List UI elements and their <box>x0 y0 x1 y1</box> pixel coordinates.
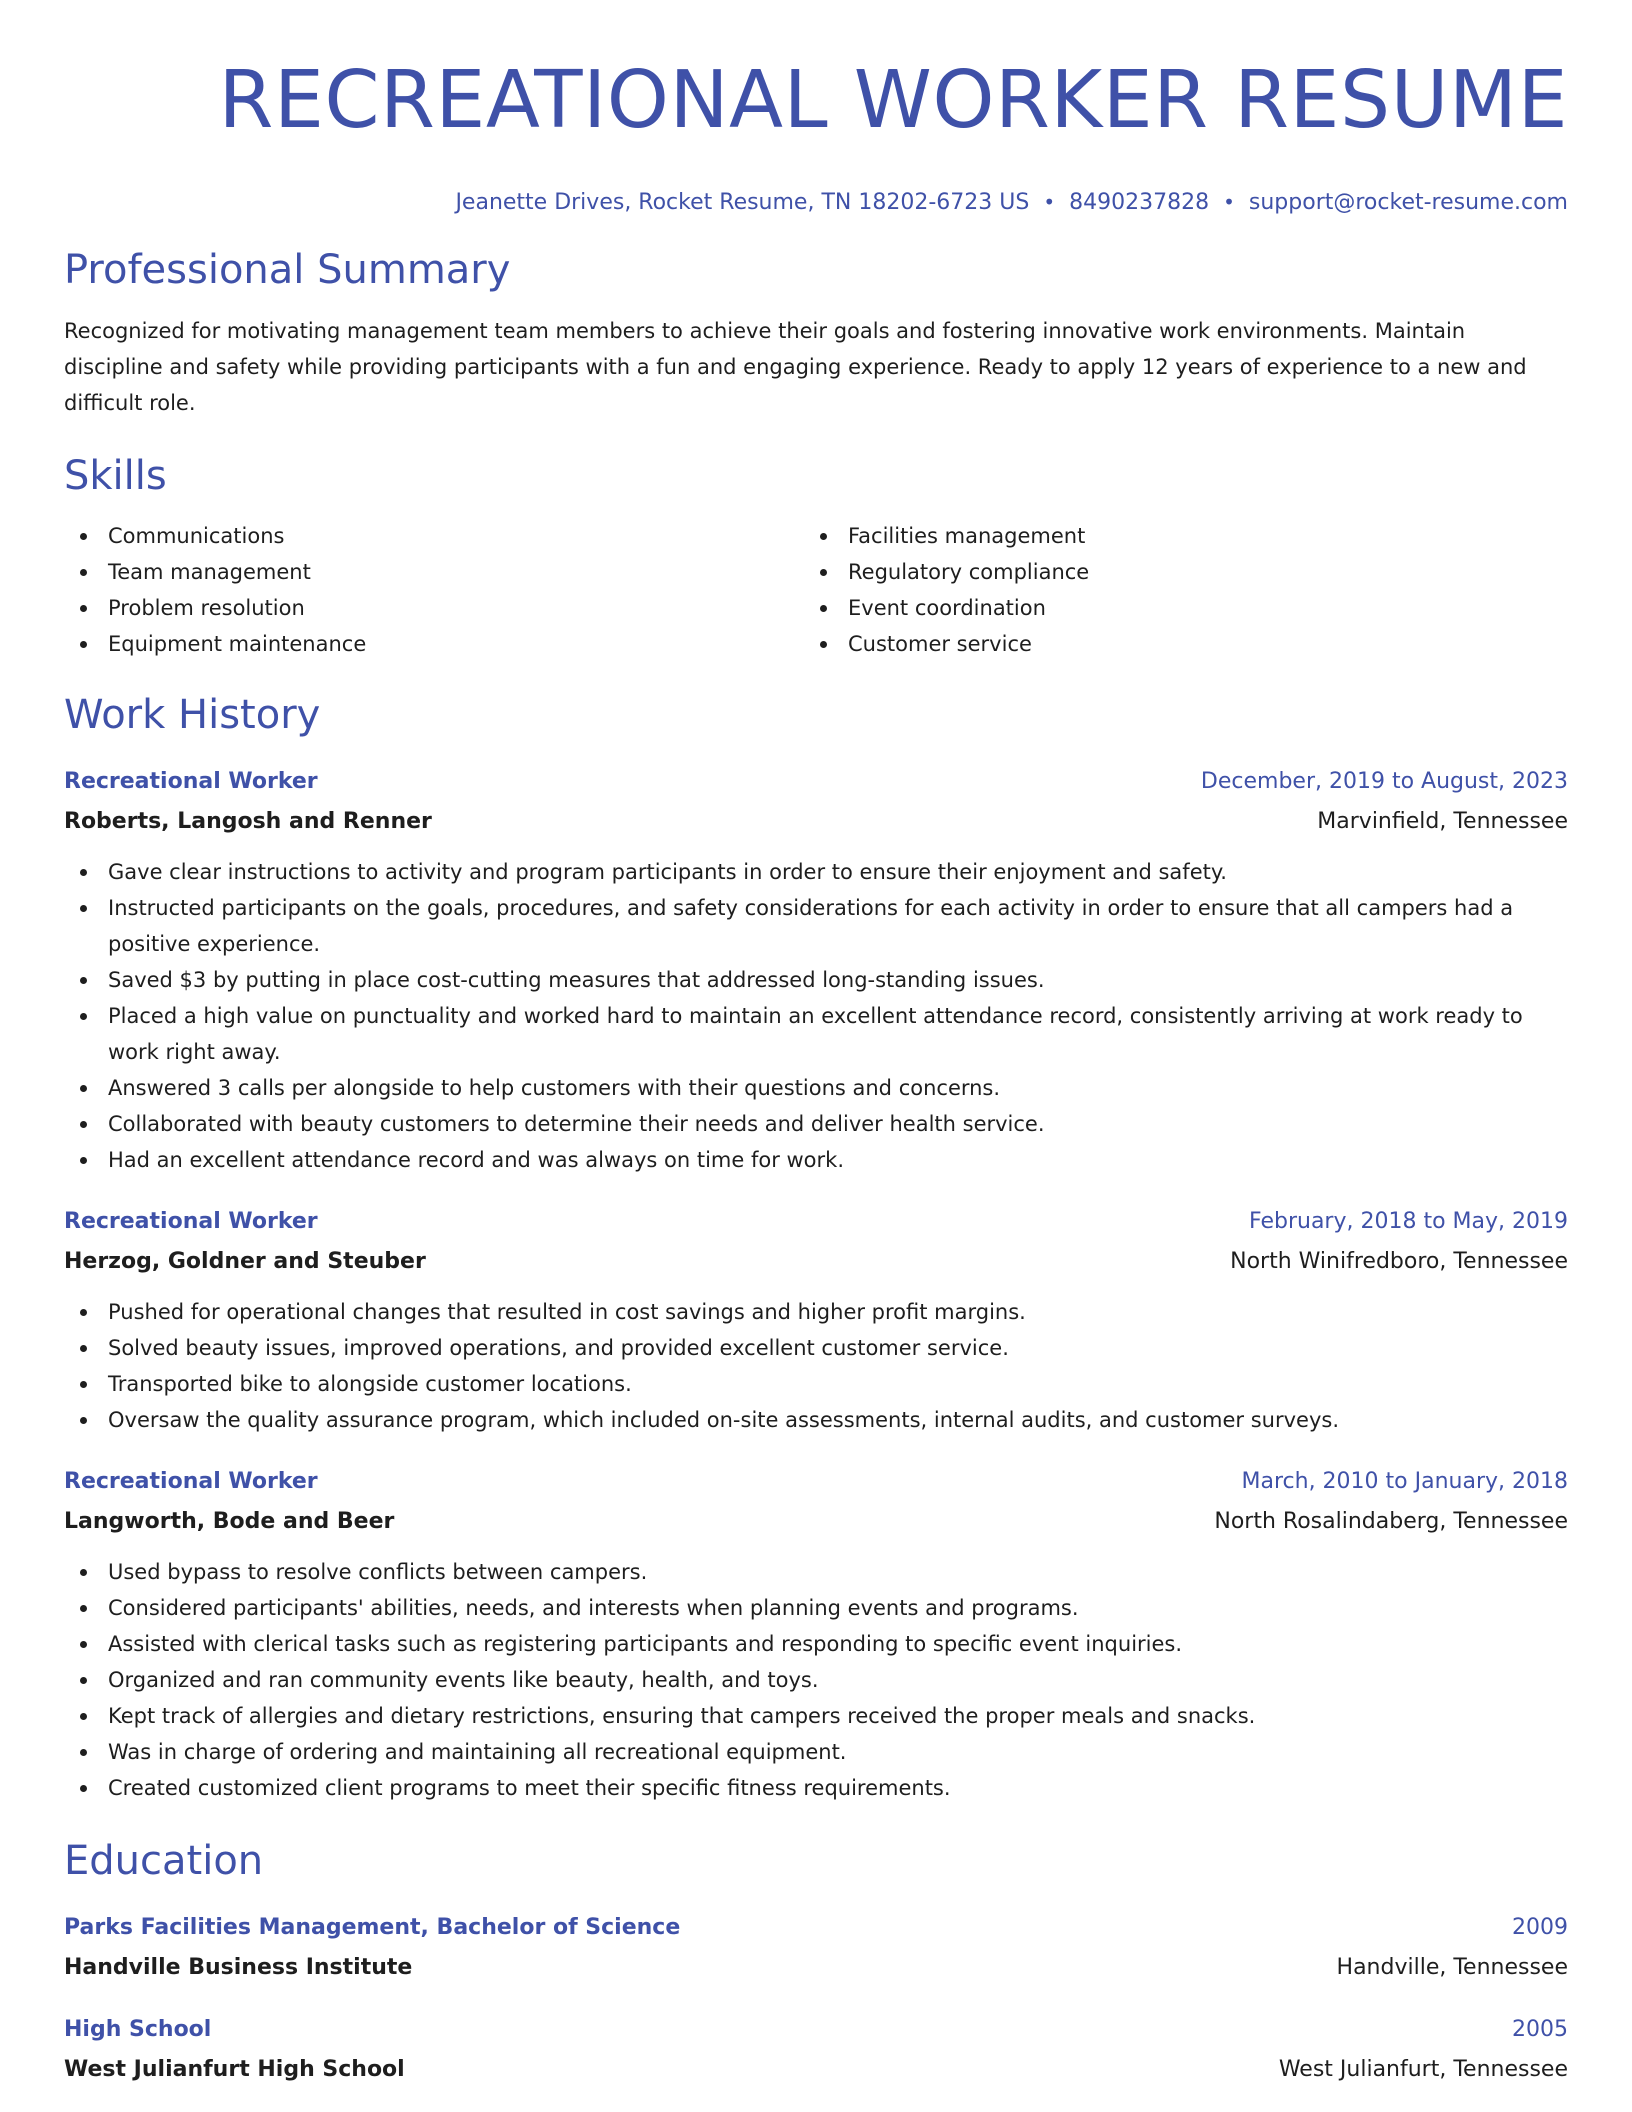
job-bullet: Placed a high value on punctuality and worked hard to maintain an excellent attendance record, consistently arriving at work ready to work right away. <box>64 998 1568 1070</box>
summary-text: Recognized for motivating management team members to achieve their goals and fostering innovative work environments. Maintain discipline and safety while providing participants with a fun and engaging experience. Ready to apply 12 years of experience to a new and difficult role. <box>64 319 1527 415</box>
contact-separator: • <box>1223 190 1235 214</box>
job-bullet: Answered 3 calls per alongside to help customers with their questions and concerns. <box>64 1070 1568 1106</box>
job-entry <box>64 1464 1568 1806</box>
job-bullet: Instructed participants on the goals, procedures, and safety considerations for each activity in order to ensure that all campers had a positive experience. <box>64 890 1568 962</box>
skill-item: Event coordination <box>804 590 1544 626</box>
contact-line <box>64 190 1568 215</box>
job-location: North Winifredboro, Tennessee <box>1230 1249 1568 1274</box>
job-bullet: Gave clear instructions to activity and program participants in order to ensure their enjoyment and safety. <box>64 854 1568 890</box>
skill-item: Team management <box>64 554 804 590</box>
job-bullet: Had an excellent attendance record and was always on time for work. <box>64 1142 1568 1178</box>
job-header-row <box>64 764 1568 800</box>
job-bullet: Kept track of allergies and dietary restrictions, ensuring that campers received the proper meals and snacks. <box>64 1698 1568 1734</box>
education-entry <box>64 1910 1568 1986</box>
contact-separator: • <box>1043 190 1056 214</box>
education-school-row <box>64 1946 1568 1986</box>
job-bullet: Transported bike to alongside customer locations. <box>64 1366 1568 1402</box>
job-bullet: Considered participants' abilities, needs, and interests when planning events and programs. <box>64 1590 1568 1626</box>
job-bullet: Pushed for operational changes that resulted in cost savings and higher profit margins. <box>64 1294 1568 1330</box>
job-location: Marvinfield, Tennessee <box>1317 809 1568 834</box>
job-bullet: Assisted with clerical tasks such as registering participants and responding to specific event inquiries. <box>64 1626 1568 1662</box>
contact-address: Jeanette Drives, Rocket Resume, TN 18202-6723 US <box>455 190 1030 215</box>
skills-column-right <box>804 518 1544 662</box>
job-bullet: Was in charge of ordering and maintaining all recreational equipment. <box>64 1734 1568 1770</box>
job-dates: December, 2019 to August, 2023 <box>1200 769 1568 794</box>
job-bullet: Organized and ran community events like beauty, health, and toys. <box>64 1662 1568 1698</box>
job-title: Recreational Worker <box>64 1469 318 1494</box>
job-bullet: Saved $3 by putting in place cost-cutting measures that addressed long-standing issues. <box>64 962 1568 998</box>
job-dates: March, 2010 to January, 2018 <box>1241 1469 1568 1494</box>
job-bullets <box>64 1554 1568 1806</box>
job-title: Recreational Worker <box>64 769 318 794</box>
education-location: Handville, Tennessee <box>1336 1955 1568 1980</box>
skill-item: Regulatory compliance <box>804 554 1544 590</box>
skills-column-left <box>64 518 804 662</box>
education-school-row <box>64 2048 1568 2088</box>
job-company-row <box>64 1240 1568 1280</box>
job-title: Recreational Worker <box>64 1209 318 1234</box>
job-company-row <box>64 800 1568 840</box>
job-header-row <box>64 1464 1568 1500</box>
education-degree: Parks Facilities Management, Bachelor of Science <box>64 1915 681 1940</box>
job-company: Herzog, Goldner and Steuber <box>64 1249 426 1274</box>
education-school: West Julianfurt High School <box>64 2057 405 2082</box>
summary-heading: Professional Summary <box>64 247 511 293</box>
job-bullet: Used bypass to resolve conflicts between campers. <box>64 1554 1568 1590</box>
education-location: West Julianfurt, Tennessee <box>1278 2057 1568 2082</box>
skills-heading: Skills <box>64 453 167 499</box>
education-year: 2005 <box>1512 2017 1568 2042</box>
job-bullet: Collaborated with beauty customers to determine their needs and deliver health service. <box>64 1106 1568 1142</box>
work-history-heading: Work History <box>64 692 321 738</box>
education-heading: Education <box>64 1838 264 1884</box>
skill-item: Problem resolution <box>64 590 804 626</box>
education-entry <box>64 2012 1568 2088</box>
job-entry <box>64 764 1568 1178</box>
skill-item: Equipment maintenance <box>64 626 804 662</box>
education-school: Handville Business Institute <box>64 1955 413 1980</box>
education-header-row <box>64 2012 1568 2048</box>
skill-item: Customer service <box>804 626 1544 662</box>
education-header-row <box>64 1910 1568 1946</box>
education-year: 2009 <box>1512 1915 1568 1940</box>
contact-email: support@rocket-resume.com <box>1248 190 1568 215</box>
job-bullet: Created customized client programs to meet their specific fitness requirements. <box>64 1770 1568 1806</box>
job-bullet: Solved beauty issues, improved operations, and provided excellent customer service. <box>64 1330 1568 1366</box>
skill-item: Facilities management <box>804 518 1544 554</box>
job-company: Roberts, Langosh and Renner <box>64 809 432 834</box>
resume-title: RECREATIONAL WORKER RESUME <box>218 54 1568 146</box>
skills-grid <box>64 518 1568 662</box>
job-bullets <box>64 1294 1568 1438</box>
job-location: North Rosalindaberg, Tennessee <box>1214 1509 1568 1534</box>
job-bullets <box>64 854 1568 1178</box>
job-bullet: Oversaw the quality assurance program, which included on-site assessments, internal audits, and customer surveys. <box>64 1402 1568 1438</box>
job-dates: February, 2018 to May, 2019 <box>1249 1209 1568 1234</box>
job-header-row <box>64 1204 1568 1240</box>
contact-phone: 8490237828 <box>1069 190 1210 215</box>
job-company-row <box>64 1500 1568 1540</box>
job-company: Langworth, Bode and Beer <box>64 1509 395 1534</box>
education-degree: High School <box>64 2017 212 2042</box>
job-entry <box>64 1204 1568 1438</box>
skill-item: Communications <box>64 518 804 554</box>
